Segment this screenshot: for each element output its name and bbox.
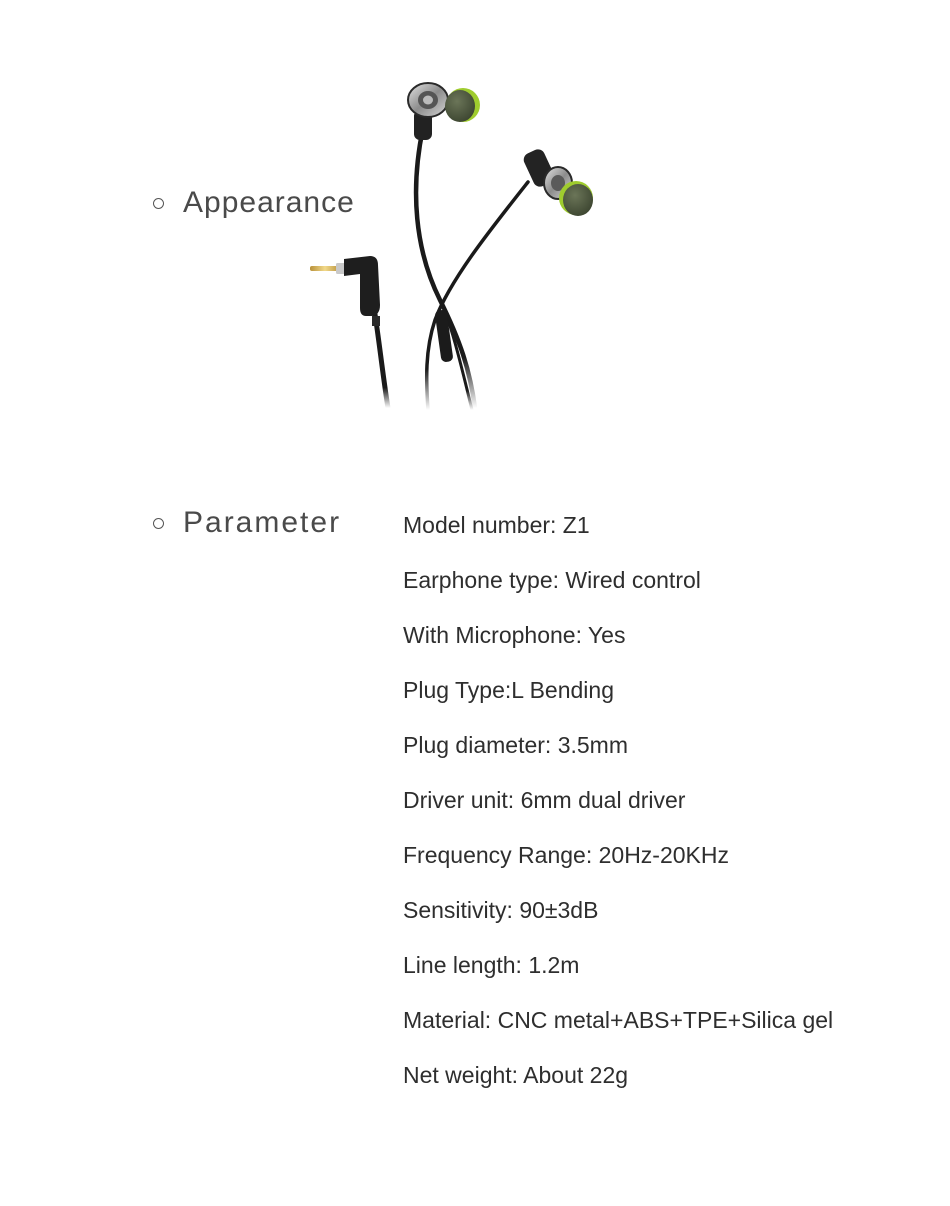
earphones-product-image: [300, 70, 620, 420]
spec-net-weight: Net weight: About 22g: [403, 1062, 629, 1088]
spec-microphone: With Microphone: Yes: [403, 622, 626, 648]
spec-earphone-type: Earphone type: Wired control: [403, 567, 701, 593]
spec-material: Material: CNC metal+ABS+TPE+Silica gel: [403, 1007, 834, 1033]
spec-driver-unit: Driver unit: 6mm dual driver: [403, 787, 686, 813]
spec-sensitivity: Sensitivity: 90±3dB: [403, 897, 599, 923]
circle-bullet-icon: [153, 198, 164, 209]
spec-frequency-range: Frequency Range: 20Hz-20KHz: [403, 842, 729, 868]
circle-bullet-icon: [153, 518, 164, 529]
appearance-title: Appearance: [183, 186, 355, 219]
spec-list: [403, 507, 833, 1112]
spec-line-length: Line length: 1.2m: [403, 952, 580, 978]
spec-model-number: Model number: Z1: [403, 512, 590, 538]
spec-plug-type: Plug Type:L Bending: [403, 677, 614, 703]
parameter-heading: [153, 508, 341, 538]
spec-plug-diameter: Plug diameter: 3.5mm: [403, 732, 628, 758]
parameter-title: Parameter: [183, 506, 342, 539]
